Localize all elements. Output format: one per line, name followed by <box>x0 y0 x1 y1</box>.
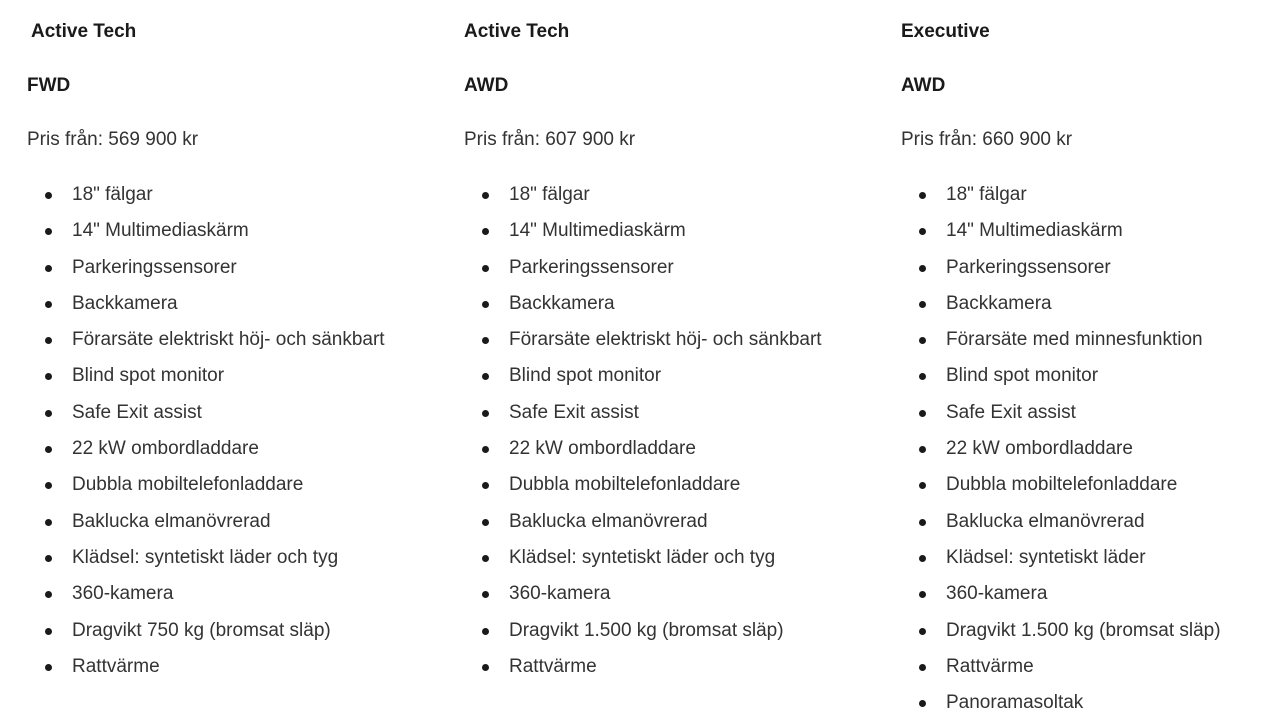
trim-name: Executive <box>901 21 990 42</box>
feature-item: 14" Multimediaskärm <box>946 217 1221 253</box>
feature-item: Dragvikt 1.500 kg (bromsat släp) <box>509 617 822 653</box>
feature-item: Backkamera <box>72 290 385 326</box>
drivetrain-label: AWD <box>901 75 946 96</box>
feature-item: 360-kamera <box>509 580 822 616</box>
feature-item: Förarsäte med minnesfunktion <box>946 326 1221 362</box>
feature-item: 18" fälgar <box>509 181 822 217</box>
feature-item: 22 kW ombordladdare <box>72 435 385 471</box>
feature-item: 14" Multimediaskärm <box>72 217 385 253</box>
feature-list <box>464 181 822 689</box>
feature-item: Backkamera <box>509 290 822 326</box>
feature-item: 18" fälgar <box>946 181 1221 217</box>
feature-item: Dubbla mobiltelefonladdare <box>509 471 822 507</box>
feature-item: Klädsel: syntetiskt läder och tyg <box>509 544 822 580</box>
trim-name: Active Tech <box>464 21 570 42</box>
feature-item: 14" Multimediaskärm <box>509 217 822 253</box>
feature-item: 360-kamera <box>946 580 1221 616</box>
feature-item: Dragvikt 750 kg (bromsat släp) <box>72 617 385 653</box>
feature-item: Baklucka elmanövrerad <box>509 508 822 544</box>
price-text: Pris från: 569 900 kr <box>27 129 199 150</box>
drivetrain-label: AWD <box>464 75 509 96</box>
feature-item: Safe Exit assist <box>72 399 385 435</box>
feature-item: Rattvärme <box>946 653 1221 689</box>
feature-item: Parkeringssensorer <box>72 254 385 290</box>
feature-item: 22 kW ombordladdare <box>946 435 1221 471</box>
feature-item: Baklucka elmanövrerad <box>72 508 385 544</box>
feature-list <box>27 181 385 689</box>
feature-item: 22 kW ombordladdare <box>509 435 822 471</box>
feature-item: Rattvärme <box>509 653 822 689</box>
feature-item: Dragvikt 1.500 kg (bromsat släp) <box>946 617 1221 653</box>
feature-item: Dubbla mobiltelefonladdare <box>72 471 385 507</box>
feature-item: Blind spot monitor <box>72 362 385 398</box>
feature-item: Dubbla mobiltelefonladdare <box>946 471 1221 507</box>
feature-item: Klädsel: syntetiskt läder och tyg <box>72 544 385 580</box>
feature-item: Panoramasoltak <box>946 689 1221 725</box>
feature-item: 18" fälgar <box>72 181 385 217</box>
feature-item: Förarsäte elektriskt höj- och sänkbart <box>72 326 385 362</box>
feature-item: Blind spot monitor <box>509 362 822 398</box>
feature-item: Baklucka elmanövrerad <box>946 508 1221 544</box>
price-text: Pris från: 660 900 kr <box>901 129 1073 150</box>
feature-item: Safe Exit assist <box>509 399 822 435</box>
feature-item: Förarsäte elektriskt höj- och sänkbart <box>509 326 822 362</box>
feature-item: Parkeringssensorer <box>946 254 1221 290</box>
feature-item: Parkeringssensorer <box>509 254 822 290</box>
feature-list <box>901 181 1221 725</box>
feature-item: Backkamera <box>946 290 1221 326</box>
feature-item: Rattvärme <box>72 653 385 689</box>
price-text: Pris från: 607 900 kr <box>464 129 636 150</box>
feature-item: Safe Exit assist <box>946 399 1221 435</box>
trim-name: Active Tech <box>31 21 137 42</box>
feature-item: Klädsel: syntetiskt läder <box>946 544 1221 580</box>
feature-item: 360-kamera <box>72 580 385 616</box>
drivetrain-label: FWD <box>27 75 71 96</box>
feature-item: Blind spot monitor <box>946 362 1221 398</box>
